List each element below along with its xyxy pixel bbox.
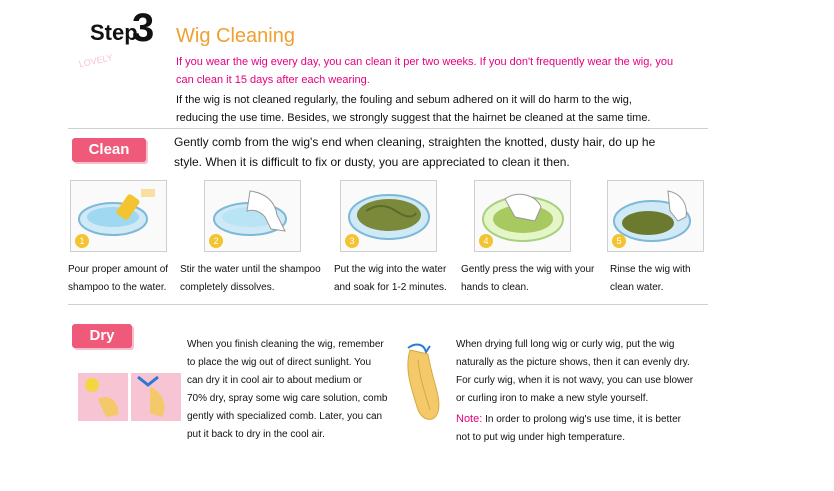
dry-note-line-2: not to put wig under high temperature. (456, 432, 625, 443)
note-text-1: In order to prolong wig's use time, it is better (482, 414, 681, 425)
step-2-caption-line-1: Stir the water until the shampoo (180, 264, 321, 275)
intro-pink-line-1: If you wear the wig every day, you can clean it per two weeks. If you don't frequently wear the wig, you (176, 56, 674, 68)
dry-left-line-2: to place the wig out of direct sunlight. You (187, 357, 372, 368)
step-5-caption-line-1: Rinse the wig with (610, 264, 691, 275)
step-2-caption-line-2: completely dissolves. (180, 282, 275, 293)
step-1-caption-line-2: shampoo to the water. (68, 282, 167, 293)
step-4-caption-line-2: hands to clean. (461, 282, 529, 293)
step-1-caption-line-1: Pour proper amount of (68, 264, 169, 275)
divider-middle (68, 304, 708, 305)
dry-right-line-1: When drying full long wig or curly wig, put the wig (456, 339, 675, 350)
dry-right-line-2: naturally as the picture shows, then it can evenly dry. (456, 357, 690, 368)
step-number: 3 (132, 6, 155, 50)
dry-left-line-1: When you finish cleaning the wig, remember (187, 339, 384, 350)
svg-text:1: 1 (79, 236, 85, 246)
divider-top (68, 128, 708, 129)
step-3-image (340, 180, 437, 252)
step-1-image (70, 180, 167, 252)
step-4-image (474, 180, 571, 252)
intro-black-line-2: reducing the use time. Besides, we strongly suggest that the hairnet be cleaned at the same time. (176, 112, 651, 124)
note-label: Note: (456, 413, 483, 425)
clean-desc-line-1: Gently comb from the wig's end when cleaning, straighten the knotted, dusty hair, do up he (174, 135, 656, 149)
intro-black-line-1: If the wig is not cleaned regularly, the fouling and sebum adhered on it will do harm to the wig, (176, 94, 632, 106)
step-5-caption-line-2: clean water. (610, 282, 664, 293)
watermark-logo: LOVELY (77, 52, 114, 70)
step-2-image (204, 180, 301, 252)
step-5-image (607, 180, 704, 252)
step-4-caption-line-1: Gently press the wig with your (461, 264, 595, 275)
dry-left-line-6: put it back to dry in the cool air. (187, 429, 325, 440)
intro-pink-line-2: can clean it 15 days after each wearing. (176, 74, 370, 86)
sun-icon (85, 378, 99, 392)
hanging-wig-illustration (398, 340, 448, 425)
clean-desc-line-2: style. When it is difficult to fix or dusty, you are appreciated to clean it then. (174, 155, 570, 169)
dry-right-line-3: For curly wig, when it is not wavy, you can use blower (456, 375, 694, 386)
dry-left-line-3: can dry it in cool air to about medium or (187, 375, 363, 386)
dry-left-line-5: gently with specialized comb. Later, you can (187, 411, 383, 422)
svg-text:5: 5 (616, 236, 622, 246)
dry-right-line-4: or curling iron to make a new style yourself. (456, 393, 649, 404)
dry-note-line-1 (456, 410, 681, 430)
clean-badge: Clean (72, 138, 146, 162)
step-3-caption-line-1: Put the wig into the water (334, 264, 447, 275)
dry-illustration (78, 373, 181, 421)
svg-text:4: 4 (483, 236, 489, 246)
svg-text:3: 3 (349, 236, 355, 246)
dry-left-line-4: 70% dry, spray some wig care solution, comb (187, 393, 388, 404)
svg-text:2: 2 (213, 236, 219, 246)
dry-badge: Dry (72, 324, 132, 348)
step-3-caption-line-2: and soak for 1-2 minutes. (334, 282, 447, 293)
step-word: Step (90, 20, 138, 45)
page-title: Wig Cleaning (176, 25, 295, 47)
